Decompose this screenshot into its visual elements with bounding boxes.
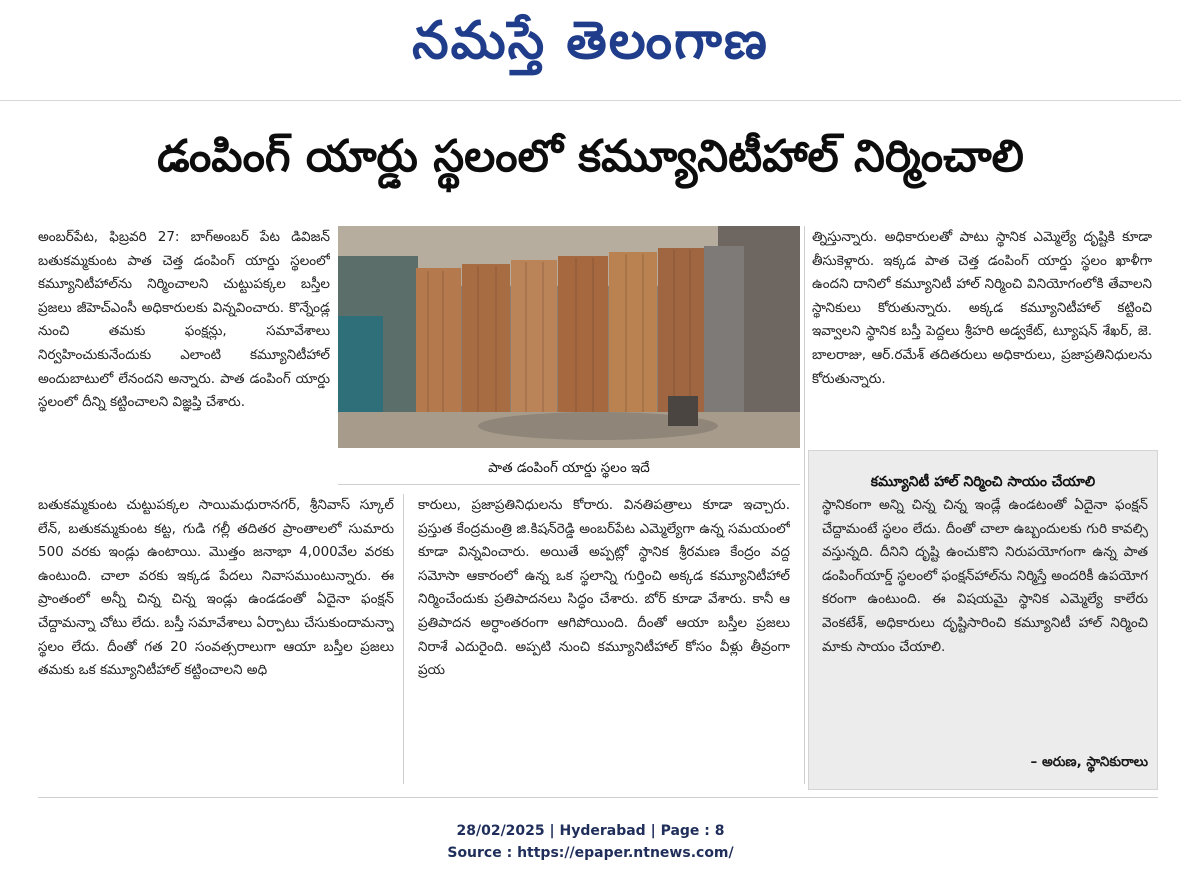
page-footer: [0, 820, 1181, 864]
article-column-2: [418, 494, 790, 784]
photo-illustration: [338, 226, 800, 448]
article-paragraph: బతుకమ్మకుంట చుట్టుపక్కల సాయిమధురానగర్, శ్రీనివాస్ స్కూల్ లేన్, బతుకమ్మకుంట కట్ట, గుడి గల్లీ తదితర ప్రాంతాలలో సుమారు 500 వరకు ఇండ్లు ఉంటాయి. మొత్తం జనాభా 4,000వేల వరకు ఉంటుంది. చాలా వరకు ఇక్కడ పేదలు నివాసముంటున్నారు. ఈ ప్రాంతంలో అన్నీ చిన్న చిన్న ఇండ్లు ఉండడంతో ఏదైనా ఫంక్షన్ చేద్దామన్నా చోటు లేదు. బస్తీ సమావేశాలు ఏర్పాటు చేసుకుందామన్నా స్థలం లేదు. దీంతో గత 20 సంవత్సరాలుగా ఆయా బస్తీల ప్రజలు తమకు ఒక కమ్యూనిటీహాల్ కట్టించాలని అధి: [38, 497, 394, 679]
photo-caption: పాత డంపింగ్ యార్డు స్థలం ఇదే: [488, 460, 650, 476]
article-paragraph: అంబర్‌పేట, ఫిబ్రవరి 27: బాగ్‌అంబర్ పేట డివిజన్ బతుకమ్మకుంట పాత చెత్త డంపింగ్ యార్డు స్థలంలో కమ్యూనిటీహాల్‌ను నిర్మించాలని చుట్టుపక్కల బస్తీల ప్రజలు జీహెచ్ఎంసీ అధికారులకు విన్నవించారు. కొన్నేండ్ల నుంచి తమకు ఫంక్షన్లు, సమావేశాలు నిర్వహించుకునేందుకు ఎలాంటి కమ్యూనిటీహాల్ అందుబాటులో లేనందని అన్నారు. పాత డంపింగ్ యార్డు స్థలంలో దీన్ని కట్టించాలని విజ్ఞప్తి చేశారు.: [38, 229, 330, 411]
column-divider: [804, 226, 805, 784]
masthead-title: నమస్తే తెలంగాణ: [412, 10, 769, 71]
article-paragraph: కారులు, ప్రజాప్రతినిధులను కోరారు. వినతిపత్రాలు కూడా ఇచ్చారు. ప్రస్తుత కేంద్రమంత్రి జి.కిషన్‌రెడ్డి అంబర్‌పేట ఎమ్మెల్యేగా ఉన్న సమయంలో కూడా విన్నవించారు. అయితే అప్పట్లో స్థానిక శ్రీరమణ కేంద్రం వద్ద సమోసా ఆకారంలో ఉన్న ఒక స్థలాన్ని గుర్తించి అక్కడ కమ్యూనిటీహాల్ నిర్మించేందుకు ప్రతిపాదనలు సిద్ధం చేశారు. బోర్ కూడా వేశారు. కానీ ఆ ప్రతిపాదన అర్ధాంతరంగా ఆగిపోయింది. దీంతో ఆయా బస్తీల ప్రజలు నిరాశే ఎదురైంది. అప్పటి నుంచి కమ్యూనిటీహాల్ కోసం వీళ్లు తీవ్రంగా ప్రయ: [418, 497, 790, 679]
sidebar-signature: – అరుణ, స్థానికురాలు: [1030, 754, 1148, 770]
column-divider: [403, 494, 404, 784]
footer-source-line: Source : https://epaper.ntnews.com/: [447, 845, 734, 861]
dumping-yard-photo: [338, 226, 800, 448]
article-column-1-top: [38, 226, 330, 494]
sidebar-paragraph: స్థానికంగా అన్ని చిన్న చిన్న ఇండ్లే ఉండటంతో ఏదైనా ఫంక్షన్ చేద్దామంటే స్థలం లేదు. దీంతో చాలా ఉబ్బందులకు గురి కావల్సి వస్తున్నది. దీనిని దృష్టి ఉంచుకొని నిరుపయోగంగా ఉన్న పాత డంపింగ్‌యార్డ్ స్థలంలో ఫంక్షన్‌హాల్‌ను నిర్మిస్తే అందరికీ ఉపయోగ కరంగా ఉంటుంది. ఈ విషయమై స్థానిక ఎమ్మెల్యే కాలేరు వెంకటేశ్, అధికారులు దృష్టిసారించి కమ్యూనిటీ హాల్ నిర్మించి మాకు సాయం చేయాలి.: [822, 497, 1148, 655]
caption-divider: [338, 484, 800, 485]
footer-date-line: 28/02/2025 | Hyderabad | Page : 8: [456, 823, 725, 839]
article-column-3: [812, 226, 1152, 444]
sidebar-box-body: [822, 494, 1148, 752]
article-headline: డంపింగ్ యార్డు స్థలంలో కమ్యూనిటీహాల్ నిర్మించాలి: [157, 131, 1024, 182]
top-divider: [0, 100, 1181, 101]
bottom-divider: [38, 797, 1158, 798]
article-paragraph: త్నిస్తున్నారు. అధికారులతో పాటు స్థానిక ఎమ్మెల్యే దృష్టికి కూడా తీసుకెళ్లారు. ఇక్కడ పాత చెత్త డంపింగ్ యార్డు స్థలం ఖాళీగా ఉందని దానిలో కమ్యూనిటీ హాల్ నిర్మించి వినియోగంలోకి తేవాలని స్థానికులు కోరుతున్నారు. అక్కడ కమ్యూనిటీహాల్ కట్టించి ఇవ్వాలని స్థానిక బస్తీ పెద్దలు శ్రీహరి అడ్వకేట్, ట్యూషన్ శేఖర్, జె. బాలరాజు, ఆర్.రమేశ్ తదితరులు అధికారులు, ప్రజాప్రతినిధులను కోరుతున్నారు.: [812, 229, 1152, 387]
article-column-1-bottom: [38, 494, 394, 784]
sidebar-box-title: కమ్యూనిటీ హాల్ నిర్మించి సాయం చేయాలి: [870, 474, 1096, 490]
